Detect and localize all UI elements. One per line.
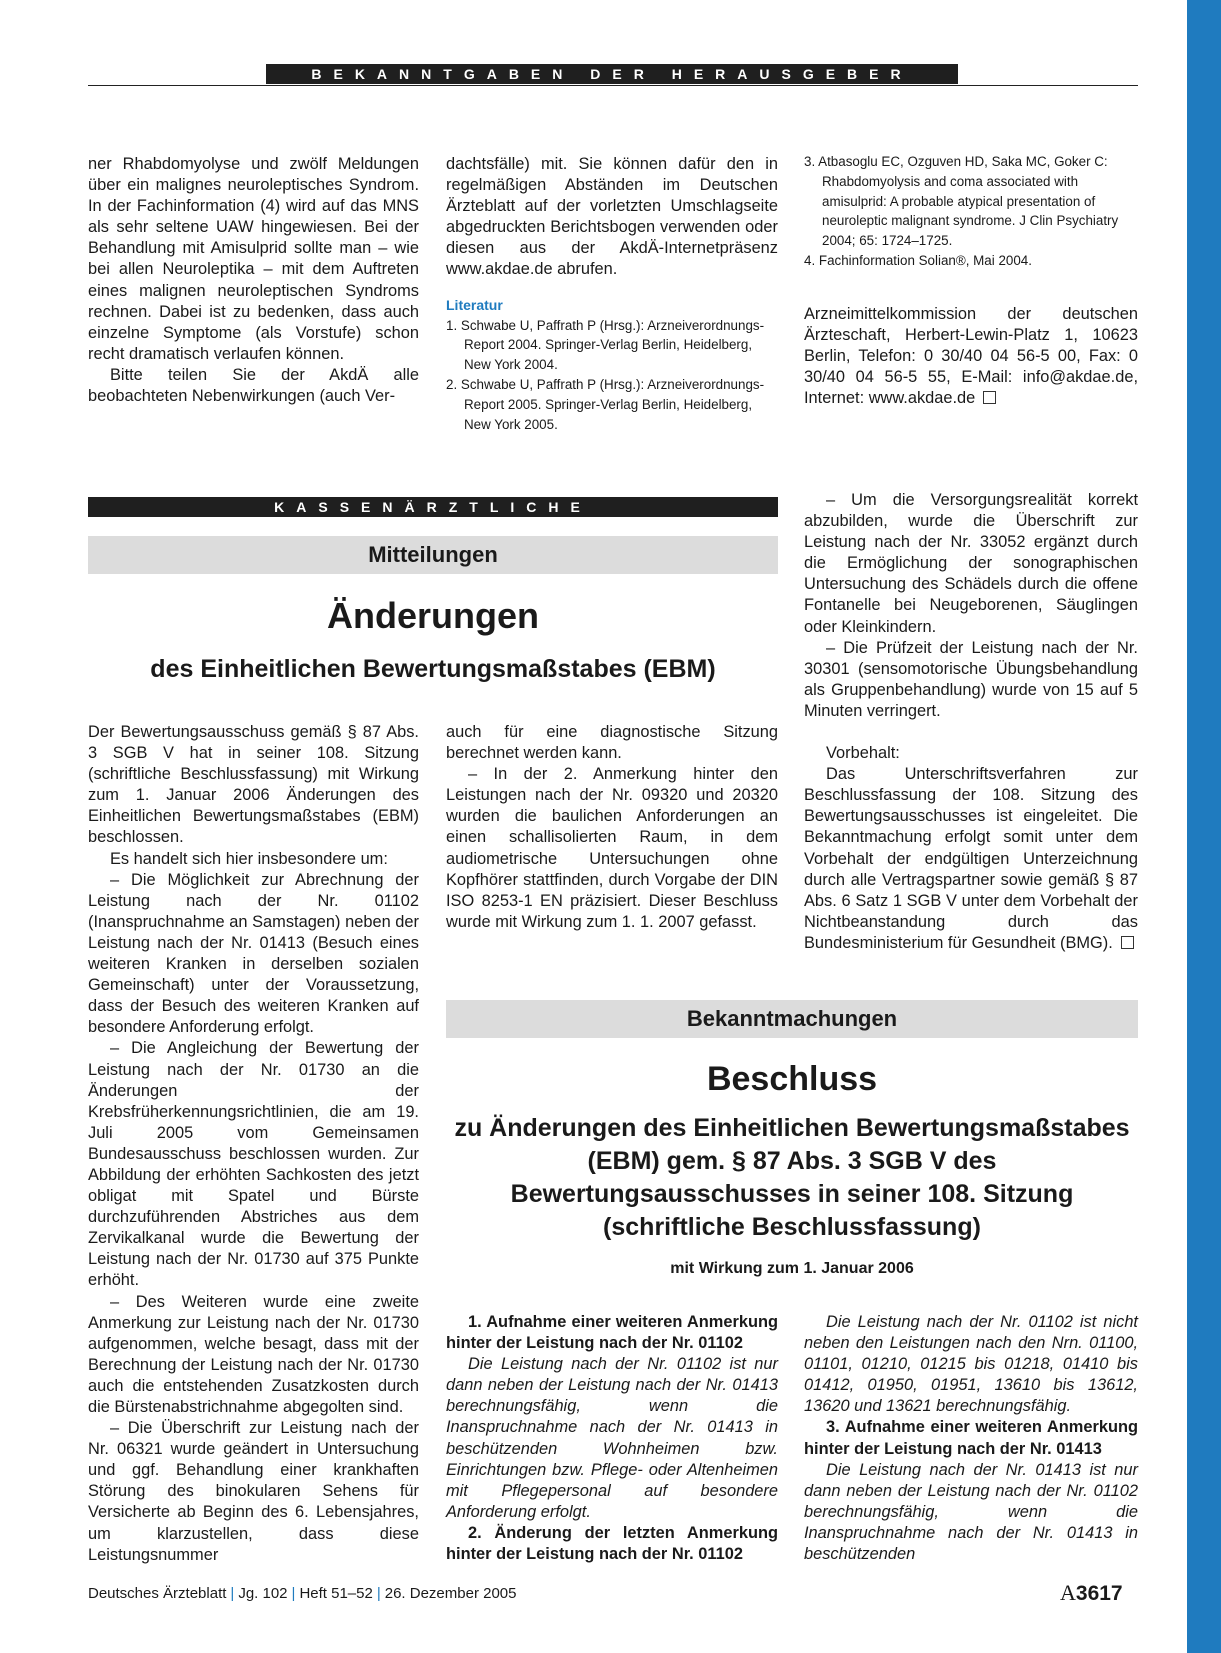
reference-item: 1. Schwabe U, Paffrath P (Hrsg.): Arzneiverordnungs-Report 2004. Springer-Verlag Berlin, Heidelberg, New York 2004. — [446, 317, 765, 373]
item-heading: 2. Änderung der letzten Anmerkung hinter der Leistung nach der Nr. 01102 — [446, 1523, 778, 1564]
subtitle-line: (EBM) gem. § 87 Abs. 3 SGB V des — [587, 1147, 997, 1175]
page-number — [1060, 1580, 1123, 1606]
address-text: Arzneimittelkommission der deutschen Ärzteschaft, Herbert-Lewin-Platz 1, 10623 Berlin, Telefon: 0 30/40 04 56-5 00, Fax: 0 30/40 04 56-5 55, E-Mail: info@akdae.de, Internet: www.akdae.de — [804, 304, 1138, 408]
article-subtitle: des Einheitlichen Bewertungsmaßstabes (EBM) — [150, 655, 716, 683]
beschluss-subtitle — [446, 1112, 1138, 1244]
footer — [88, 1584, 516, 1604]
vorbehalt-text — [804, 764, 1138, 954]
paragraph: Der Bewertungsausschuss gemäß § 87 Abs. 3 SGB V hat in seiner 108. Sitzung (schriftliche Beschlussfassung) mit Wirkung zum 1. Januar 2006 Änderungen des Einheitlichen Bewertungsmaßstabes (EBM) beschlossen. — [88, 723, 419, 847]
item-text: Die Leistung nach der Nr. 01102 ist nur dann neben der Leistung nach der Nr. 01413 berechnungsfähig, wenn die Inanspruchnahme nach der Nr. 01413 in beschützenden Wohnheimen bzw. Einrichtungen bzw. Pflege- oder Altenheimen mit Pflegepersonal auf besondere Anforderung erfolgt. — [446, 1355, 778, 1521]
beschluss-column-1 — [446, 1312, 778, 1565]
item-text: Die Leistung nach der Nr. 01413 ist nur dann neben der Leistung nach der Nr. 01102 berechnungsfähig, wenn die Inanspruchnahme nach der Nr. 01413 in beschützenden — [804, 1460, 1138, 1564]
page-prefix: A — [1060, 1580, 1076, 1605]
item-heading: 3. Aufnahme einer weiteren Anmerkung hinter der Leistung nach der Nr. 01413 — [804, 1418, 1138, 1458]
subtitle-line: zu Änderungen des Einheitlichen Bewertungsmaßstabes — [454, 1114, 1130, 1142]
paragraph: ner Rhabdomyolyse und zwölf Meldungen über ein malignes neuroleptisches Syndrom. In der Fachinformation (4) wird auf das MNS als sehr seltene UAW hingewiesen. Bei der Behandlung mit Amisulprid sollte man – wie bei allen Neuroleptika – mit dem Auftreten eines malignen neuroleptischen Syndroms rechnen. Dabei ist zu bedenken, dass auch einzelne Symptome (als Vorstufe) schon recht dramatisch verlaufen können. — [88, 155, 419, 363]
mitteilungen-band: Mitteilungen — [88, 536, 778, 574]
journal-name: Deutsches Ärzteblatt — [88, 1585, 227, 1602]
end-mark-icon — [983, 391, 996, 404]
footer-separator: | — [376, 1585, 381, 1602]
side-color-bar — [1187, 0, 1221, 1653]
top-column-1 — [88, 154, 419, 407]
kbv-column-1 — [88, 722, 419, 1566]
bekanntmachungen-band: Bekanntmachungen — [446, 1000, 1138, 1038]
vorbehalt-body: Das Unterschriftsverfahren zur Beschlussfassung der 108. Sitzung des Bewertungsausschusses ist eingeleitet. Die Bekanntmachung erfolgt somit unter dem Vorbehalt der endgültigen Unterzeichnung durch alle Vertragspartner sowie gemäß § 87 Abs. 6 Satz 1 SGB V unter dem Vorbehalt der Nichtbeanstandung durch das Bundesministerium für Gesundheit (BMG). — [804, 765, 1138, 952]
reference-item: 3. Atbasoglu EC, Ozguven HD, Saka MC, Goker C: Rhabdomyolysis and coma associated with amisulprid: A probable atypical presentation of neuroleptic malignant syndrome. J Clin Psychiatry 2004; 65: 1724–1725. — [804, 154, 1119, 249]
issue-date: 26. Dezember 2005 — [384, 1585, 517, 1602]
paragraph: – Des Weiteren wurde eine zweite Anmerkung zur Leistung nach der Nr. 01730 aufgenommen, welche besagt, dass mit der Berechnung der Leistung nach der Nr. 01730 auch die entstehenden Zusatzkosten durch die Bürstenabstrichnahme abgegolten sind. — [88, 1292, 419, 1416]
footer-separator: | — [230, 1585, 235, 1602]
item-text: Die Leistung nach der Nr. 01102 ist nicht neben den Leistungen nach den Nrn. 01100, 01101, 01210, 01215 bis 01218, 01410 bis 01412, 01950, 01951, 13610 bis 13612, 13620 und 13621 berechnungsfähig. — [804, 1313, 1138, 1416]
literatur-heading: Literatur — [446, 296, 503, 313]
paragraph: Bitte teilen Sie der AkdÄ alle beobachteten Nebenwirkungen (auch Ver- — [88, 365, 419, 406]
top-column-2 — [446, 154, 778, 434]
address-block — [804, 304, 1138, 409]
reference-item: 2. Schwabe U, Paffrath P (Hrsg.): Arzneiverordnungs-Report 2005. Springer-Verlag Berlin, Heidelberg, New York 2005. — [446, 377, 765, 432]
issue: Heft 51–52 — [299, 1585, 373, 1602]
subtitle-line: (schriftliche Beschlussfassung) — [603, 1213, 981, 1241]
subtitle-line: Bewertungsausschusses in seiner 108. Sitzung — [510, 1180, 1074, 1208]
volume: Jg. 102 — [238, 1585, 288, 1602]
paragraph: – Um die Versorgungsrealität korrekt abzubilden, wurde die Überschrift zur Leistung nach der Nr. 33052 ergänzt durch die Ermöglichung der sonographischen Untersuchung des Schädels durch die offene Fontanelle bei Neugeborenen, Säuglingen oder Kleinkindern. — [804, 491, 1138, 636]
section-header-herausgeber: BEKANNTGABEN DER HERAUSGEBER — [266, 64, 958, 84]
paragraph: – In der 2. Anmerkung hinter den Leistungen nach der Nr. 09320 und 20320 wurden die baulichen Anforderungen an einen schallisolierten Raum, in dem audiometrische Untersuchungen ohne Kopfhörer stattfinden, durch Vorgabe der DIN ISO 8253-1 EN präzisiert. Dieser Beschluss wurde mit Wirkung zum 1. 1. 2007 gefasst. — [446, 765, 778, 931]
footer-separator: | — [291, 1585, 296, 1602]
page-value: 3617 — [1075, 1582, 1123, 1605]
end-mark-icon — [1121, 936, 1134, 949]
paragraph: – Die Möglichkeit zur Abrechnung der Leistung nach der Nr. 01102 (Inanspruchnahme an Samstagen) neben der Leistung nach der Nr. 01413 (Besuch eines weiteren Kranken in derselben sozialen Gemeinschaft) unter der Voraussetzung, dass der Besuch des weiteren Kranken auf besondere Anforderung erfolgt. — [88, 870, 419, 1037]
item-heading: 1. Aufnahme einer weiteren Anmerkung hinter der Leistung nach der Nr. 01102 — [446, 1313, 778, 1353]
kbv-column-3 — [804, 490, 1138, 954]
kbv-column-2 — [446, 722, 778, 933]
vorbehalt-label: Vorbehalt: — [826, 744, 900, 763]
beschluss-title: Beschluss — [706, 1060, 878, 1098]
paragraph: – Die Angleichung der Bewertung der Leistung nach der Nr. 01730 an die Änderungen der Krebsfrüherkennungsrichtlinien, die am 19. Juli 2005 vom Gemeinsamen Bundesausschuss beschlossen wurden. Zur Abbildung der erhöhten Sachkosten des jetzt obligat mit Spatel und Bürste durchzuführenden Abstriches aus dem Zervikalkanal wurde die Bewertung der Leistung nach der Nr. 01730 auf 375 Punkte erhöht. — [88, 1039, 419, 1290]
paragraph: dachtsfälle) mit. Sie können dafür den in regelmäßigen Abständen im Deutschen Ärzteblatt auf der vorletzten Umschlagseite abgedruckten Berichtsbogen verwenden oder diesen aus der AkdÄ-Internetpräsenz www.akdae.de abrufen. — [446, 155, 778, 279]
reference-item: 4. Fachinformation Solian®, Mai 2004. — [804, 252, 1032, 268]
paragraph: auch für eine diagnostische Sitzung berechnet werden kann. — [446, 723, 778, 763]
article-title: Änderungen — [327, 595, 539, 636]
paragraph: – Die Prüfzeit der Leistung nach der Nr. 30301 (sensomotorische Übungsbehandlung als Gruppenbehandlung) wurde von 15 auf 5 Minuten verringert. — [804, 638, 1138, 720]
header-rule — [88, 85, 1138, 86]
paragraph: Es handelt sich hier insbesondere um: — [110, 849, 388, 868]
beschluss-column-2 — [804, 1312, 1138, 1565]
paragraph: – Die Überschrift zur Leistung nach der Nr. 06321 wurde geändert in Untersuchung und ggf. Behandlung einer krankhaften Störung des binokularen Sehens für Versicherte ab Beginn des 6. Lebensjahres, um klarzustellen, dass diese Leistungsnummer — [88, 1419, 419, 1564]
section-header-kbv: KASSENÄRZTLICHE BUNDESVEREINIGUNG — [88, 497, 778, 517]
beschluss-date-line: mit Wirkung zum 1. Januar 2006 — [670, 1260, 914, 1277]
top-column-3 — [804, 152, 1138, 409]
